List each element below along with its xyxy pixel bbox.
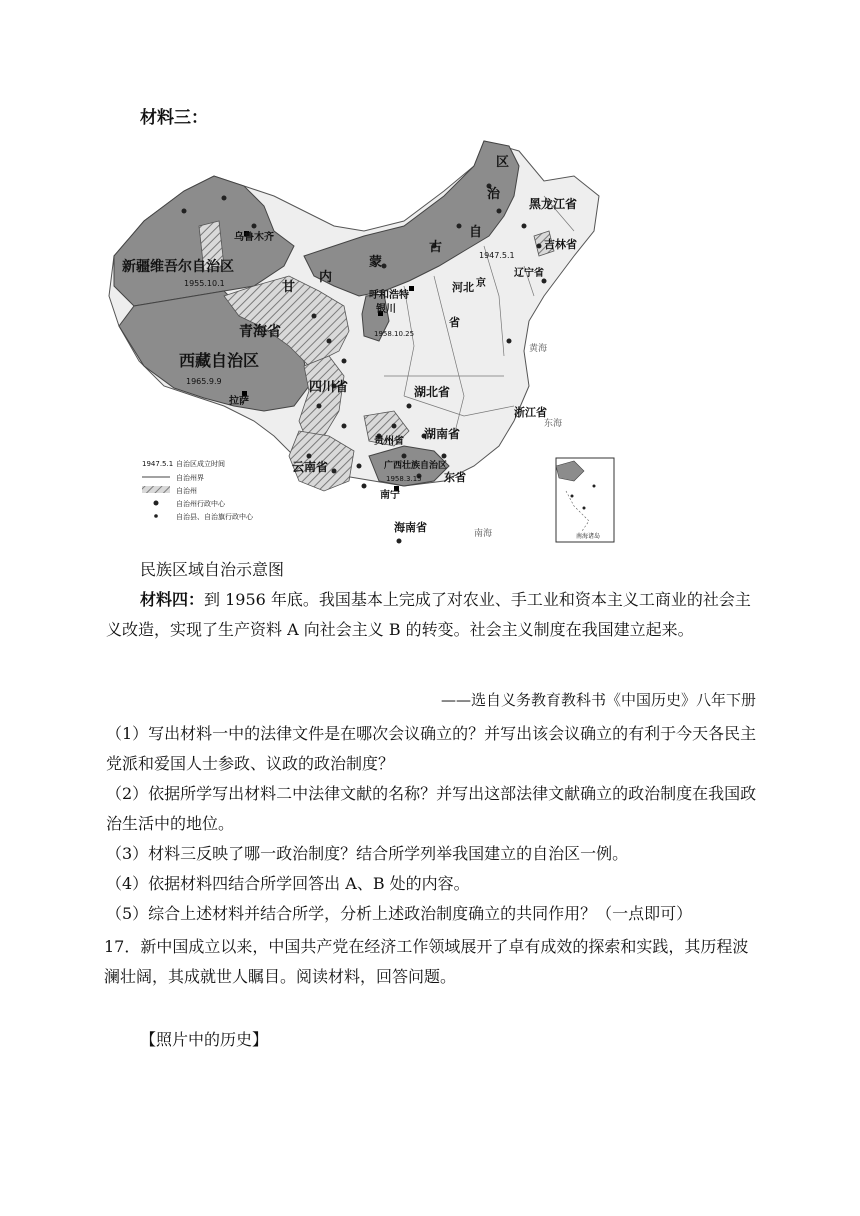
- label-xizang: 西藏自治区: [179, 351, 260, 370]
- label-nanning: 南宁: [380, 490, 400, 501]
- label-neimenggu-6: 区: [496, 155, 510, 170]
- label-yinchuan: 银川: [376, 304, 396, 315]
- label-jilin: 吉林省: [544, 238, 577, 251]
- label-xz-date: 1965.9.9: [186, 377, 222, 386]
- question-5: （5）综合上述材料并结合所学，分析上述政治制度确立的共同作用？（一点即可）: [106, 904, 693, 923]
- label-qinghai: 青海省: [239, 324, 281, 340]
- label-lasa: 拉萨: [229, 396, 249, 407]
- label-xj-date: 1955.10.1: [184, 279, 225, 288]
- label-hubei: 湖北省: [414, 385, 451, 399]
- label-xinjiang: 新疆维吾尔自治区: [122, 259, 234, 275]
- legend-label-county-center: 自治县、自治旗行政中心: [176, 513, 253, 521]
- label-neimenggu-4: 自: [469, 225, 483, 240]
- material3-heading: 材料三：: [140, 108, 208, 128]
- label-nx-date: 1958.10.25: [374, 330, 415, 338]
- label-beijing: 京: [476, 278, 486, 289]
- question-1: （1）写出材料一中的法律文件是在哪次会议确立的？并写出该会议确立的有利于今天各民主党派和爱国人士参政、议政的政治制度？: [106, 724, 757, 773]
- label-yunnan: 云南省: [292, 460, 329, 474]
- material4-heading: 材料四：: [140, 590, 205, 609]
- question-3: （3）材料三反映了哪一政治制度？结合所学列举我国建立的自治区一例。: [106, 844, 629, 863]
- section-photo-history: 【照片中的历史】: [140, 1030, 269, 1049]
- legend-hatch: [142, 486, 170, 493]
- map-caption: 民族区域自治示意图: [140, 560, 285, 579]
- label-neimenggu-5: 治: [487, 187, 501, 202]
- legend-label-prefecture-center: 自治州行政中心: [176, 500, 225, 508]
- legend-sample-date: 1947.5.1: [142, 460, 174, 468]
- label-huanghai: 黄海: [529, 344, 548, 354]
- label-liaoning: 辽宁省: [514, 268, 544, 279]
- legend-dot-prefecture: [154, 501, 159, 506]
- label-guangdong: 东省: [444, 471, 466, 484]
- label-neimenggu-3: 古: [429, 240, 443, 255]
- inset-title: 南海诸岛: [576, 533, 601, 540]
- label-huhehaote: 呼和浩特: [369, 290, 409, 301]
- label-guangxi: 广西壮族自治区: [384, 461, 448, 471]
- label-donghai: 东海: [544, 419, 563, 429]
- label-gx-date: 1958.3.15: [386, 475, 422, 483]
- label-guizhou: 贵州省: [374, 436, 404, 447]
- label-nm-date: 1947.5.1: [479, 251, 515, 260]
- autonomy-map: [104, 136, 620, 546]
- label-heilongjiang: 黑龙江省: [529, 197, 578, 211]
- label-nanhai: 南海: [474, 529, 493, 539]
- legend-label-date: 自治区成立时间: [176, 460, 225, 468]
- label-hainan: 海南省: [394, 521, 427, 534]
- question-4: （4）依据材料四结合所学回答出 A、B 处的内容。: [106, 874, 470, 893]
- label-hebei: 河北: [452, 281, 474, 294]
- label-neimenggu-2: 蒙: [369, 255, 383, 270]
- legend-label-border: 自治州界: [176, 474, 204, 482]
- label-neimenggu-1: 内: [319, 270, 333, 285]
- question-2: （2）依据所学写出材料二中法律文献的名称？并写出这部法律文献确立的政治制度在我国政治生活中的地位。: [106, 784, 757, 833]
- material4-source: ——选自义务教育教科书《中国历史》八年下册: [440, 691, 756, 709]
- legend-dot-county: [154, 514, 158, 518]
- label-urumqi: 乌鲁木齐: [234, 232, 274, 243]
- question-17: 17．新中国成立以来，中国共产党在经济工作领域展开了卓有成效的探索和实践，其历程波澜壮阔，其成就世人瞩目。阅读材料，回答问题。: [104, 937, 749, 986]
- label-sichuan: 四川省: [309, 380, 349, 395]
- material4-text: 到 1956 年底。我国基本上完成了对农业、手工业和资本主义工商业的社会主义改造，实现了生产资料 A 向社会主义 B 的转变。社会主义制度在我国建立起来。: [106, 590, 751, 639]
- legend-label-prefecture: 自治州: [176, 487, 197, 495]
- map-legend: [142, 459, 254, 521]
- label-hunan: 湖南省: [424, 427, 461, 441]
- label-gansu: 甘: [282, 280, 296, 295]
- label-shanxi: 省: [449, 316, 460, 329]
- material4-paragraph: [106, 585, 756, 645]
- south-sea-inset: [556, 458, 614, 542]
- label-zhejiang: 浙江省: [514, 406, 547, 419]
